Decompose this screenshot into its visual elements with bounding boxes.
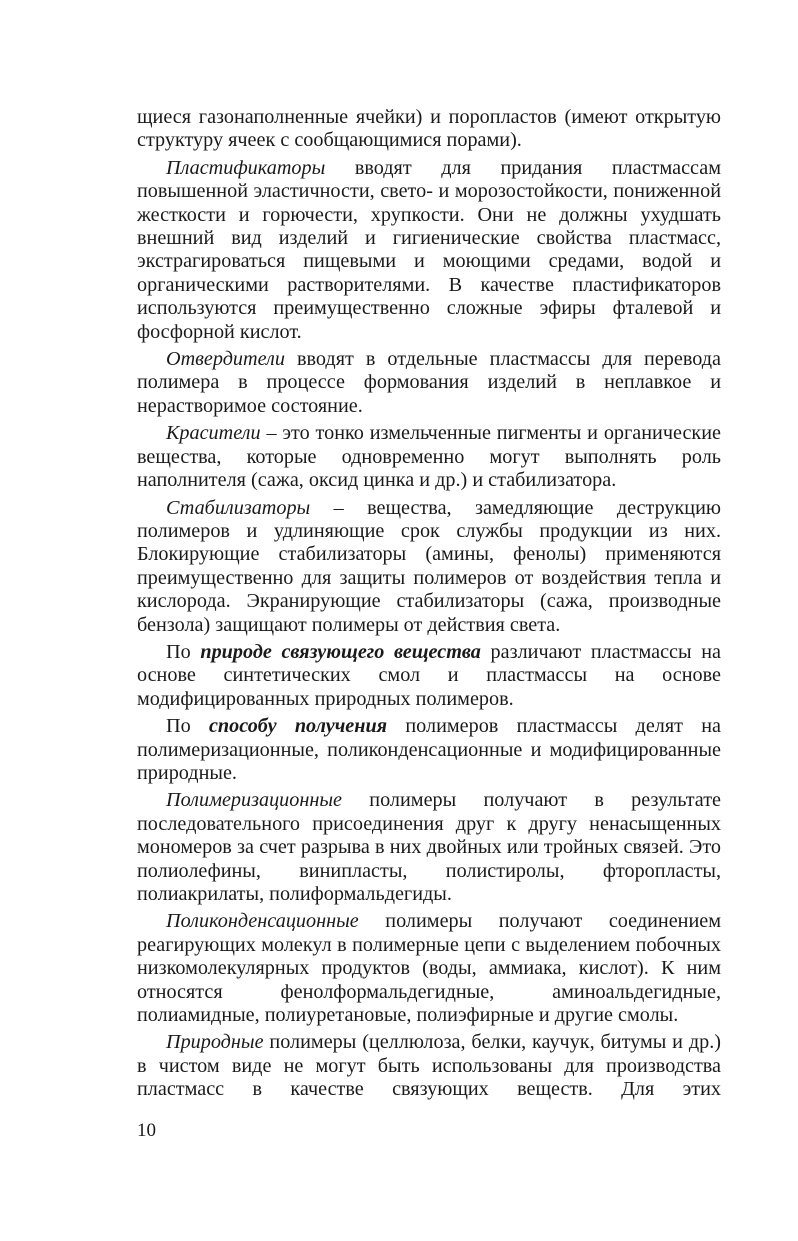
text-production-method: полимеров пластмассы делят на полимеризационные, поликонденсационные и модифицированные природные. [137, 715, 721, 784]
term-dyes: Красители [166, 422, 261, 445]
paragraph-natural [137, 1031, 721, 1101]
term-polymerization: Полимеризационные [166, 789, 343, 812]
paragraph-binder-nature [137, 641, 721, 711]
paragraph-production-method [137, 715, 721, 785]
paragraph-plasticizers [137, 157, 721, 344]
paragraph-dyes [137, 422, 721, 492]
term-natural: Природные [166, 1031, 264, 1054]
paragraph-hardeners [137, 348, 721, 418]
paragraph-polycondensation [137, 910, 721, 1027]
text-binder-nature: различают пластмассы на основе синтетических смол и пластмассы на основе модифицированных природных полимеров. [137, 640, 721, 710]
term-stabilizers: Стабилизаторы [166, 496, 311, 519]
prefix-binder-nature: По [166, 640, 201, 663]
text-polycondensation: полимеры получают соединением реагирующих молекул в полимерные цепи с выделением побочных низкомолекулярных продуктов (воды, аммиака, кислот). К ним относятся фенолформальдегидные, аминоальдегидные, полиамидные, полиуретановые, полиэфирные и другие смолы. [137, 910, 721, 1027]
text-plasticizers: вводят для придания пластмассам повышенной эластичности, свето- и морозостойкости, пониженной жесткости и горючести, хрупкости. Они не должны ухудшать внешний вид изделий и гигиенические свойства пластмасс, экстрагироваться пищевыми и моющими средами, водой и органическими растворителями. В качестве пластификаторов используются преимущественно сложные эфиры фталевой и фосфорной кислот. [137, 156, 721, 343]
term-hardeners: Отвердители [166, 348, 285, 371]
term-plasticizers: Пластификаторы [166, 156, 326, 179]
page-number: 10 [137, 1120, 156, 1141]
term-production-method: способу получения [208, 715, 388, 738]
term-polycondensation: Поликонденсационные [166, 910, 359, 933]
text-stabilizers: – вещества, замедляющие деструкцию полимеров и удлиняющие срок службы продукции из них. Блокирующие стабилизаторы (амины, фенолы) применяются преимущественно для защиты полимеров от воздействия тепла и кислорода. Экранирующие стабилизаторы (сажа, производные бензола) защищают полимеры от действия света. [137, 496, 721, 636]
text-polymerization: полимеры получают в результате последовательного присоединения друг к другу ненасыщенных мономеров за счет разрыва в них двойных или тройных связей. Это полиолефины, винипласты, полистиролы, фторопласты, полиакрилаты, полиформальдегиды. [137, 789, 721, 905]
term-binder-nature: природе связующего вещества [200, 640, 481, 663]
text-hardeners: вводят в отдельные пластмассы для перевода полимера в процессе формования изделий в неплавкое и нерастворимое состояние. [137, 348, 721, 417]
text-natural: полимеры (целлюлоза, белки, каучук, битумы и др.) в чистом виде не могут быть использованы для производства пластмасс в качестве связующих веществ. Для этих [137, 1031, 721, 1101]
paragraph-stabilizers [137, 497, 721, 637]
text-dyes: – это тонко измельченные пигменты и органические вещества, которые одновременно могут выполнять роль наполнителя (сажа, оксид цинка и др.) и стабилизатора. [137, 422, 721, 492]
page-body [137, 106, 721, 1106]
paragraph-polymerization [137, 789, 721, 906]
paragraph-foam-continuation: щиеся газонаполненные ячейки) и поропластов (имеют открытую структуру ячеек с сообщающимися порами). [137, 106, 721, 152]
prefix-production-method: По [166, 715, 209, 738]
